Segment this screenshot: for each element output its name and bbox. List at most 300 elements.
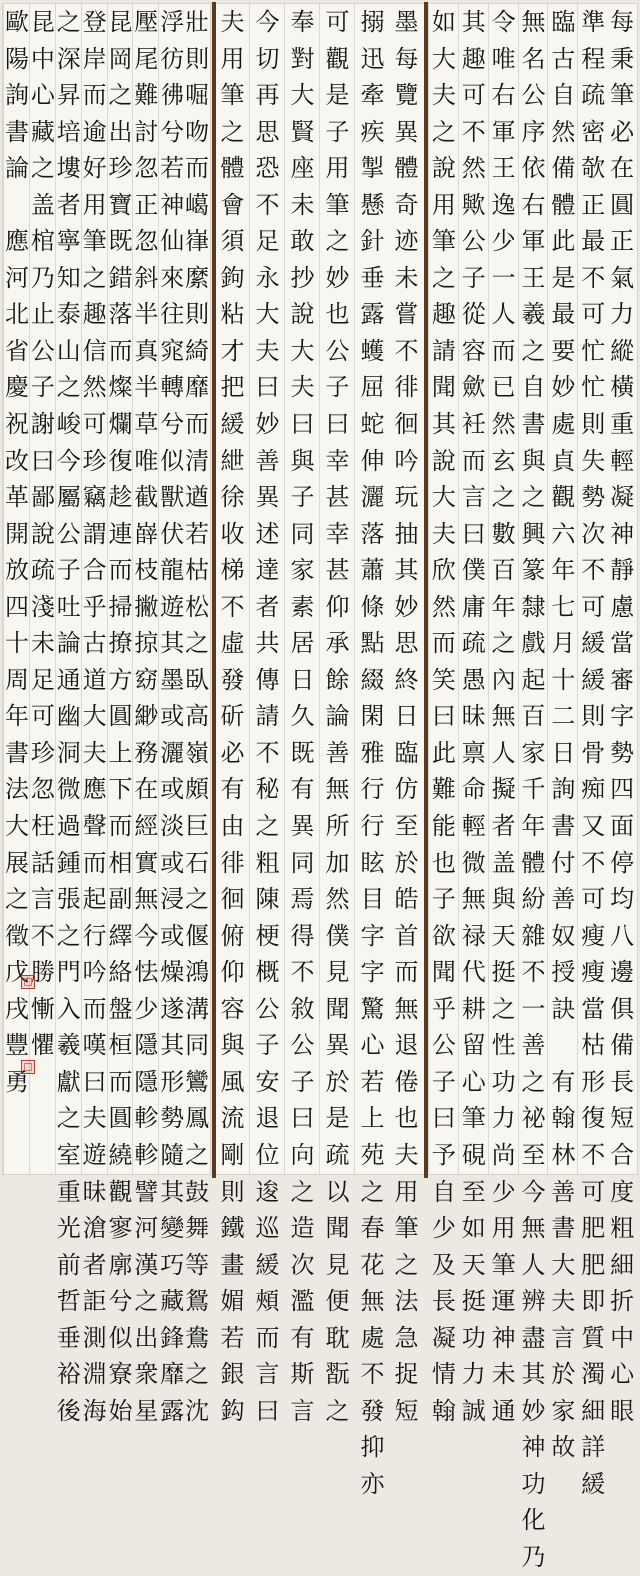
character: 窕 bbox=[160, 336, 185, 365]
character: 唯 bbox=[134, 446, 159, 475]
character: 或 bbox=[160, 921, 185, 950]
character: 偃 bbox=[185, 921, 210, 950]
character: 縻 bbox=[185, 263, 210, 292]
character: 永 bbox=[255, 263, 280, 292]
character: 至 bbox=[461, 1177, 486, 1206]
character: 銀 bbox=[220, 1360, 245, 1389]
character: 測 bbox=[82, 1323, 107, 1352]
character: 興 bbox=[521, 519, 546, 548]
character: 疏 bbox=[325, 1140, 350, 1169]
character: 書 bbox=[4, 117, 29, 146]
character: 首 bbox=[394, 921, 419, 950]
character: 無 bbox=[394, 994, 419, 1023]
text-column bbox=[577, 4, 608, 1498]
character: 思 bbox=[394, 629, 419, 658]
character: 而 bbox=[108, 556, 133, 585]
character: 神 bbox=[491, 1323, 516, 1352]
character: 綴 bbox=[360, 665, 385, 694]
character: 力 bbox=[610, 300, 635, 329]
character: 形 bbox=[581, 1067, 606, 1096]
character: 公 bbox=[431, 1031, 456, 1060]
character: 鈎 bbox=[220, 1396, 245, 1425]
character: 之 bbox=[185, 629, 210, 658]
character: 撩 bbox=[108, 629, 133, 658]
character: 微 bbox=[461, 848, 486, 877]
character: 後 bbox=[56, 1396, 81, 1425]
character: 之 bbox=[4, 885, 29, 914]
character: 一 bbox=[491, 263, 516, 292]
character: 隱 bbox=[134, 1067, 159, 1096]
character: 若 bbox=[360, 1067, 385, 1096]
character: 軫 bbox=[134, 1104, 159, 1133]
character: 副 bbox=[108, 885, 133, 914]
character: 座 bbox=[290, 154, 315, 183]
character: 其 bbox=[461, 8, 486, 36]
character: 故 bbox=[551, 1433, 576, 1462]
character: 未 bbox=[290, 190, 315, 219]
character: 忽 bbox=[30, 775, 55, 804]
character: 粗 bbox=[255, 848, 280, 877]
character: 兮 bbox=[160, 117, 185, 146]
character: 變 bbox=[160, 1214, 185, 1243]
character: 戲 bbox=[521, 629, 546, 658]
character: 似 bbox=[160, 446, 185, 475]
character: 用 bbox=[491, 1214, 516, 1243]
character: 伏 bbox=[160, 519, 185, 548]
character: 夫 bbox=[82, 1104, 107, 1133]
character: 異 bbox=[325, 1031, 350, 1060]
character: 之 bbox=[491, 629, 516, 658]
character: 妙 bbox=[521, 1396, 546, 1425]
character: 十 bbox=[4, 629, 29, 658]
character: 燦 bbox=[108, 373, 133, 402]
character: 可 bbox=[581, 300, 606, 329]
character: 其 bbox=[160, 629, 185, 658]
character: 仰 bbox=[220, 958, 245, 987]
character: 真 bbox=[134, 336, 159, 365]
character: 與 bbox=[521, 446, 546, 475]
character: 則 bbox=[581, 702, 606, 731]
character: 清 bbox=[185, 446, 210, 475]
character: 次 bbox=[581, 519, 606, 548]
character: 入 bbox=[56, 994, 81, 1023]
character: 如 bbox=[431, 8, 456, 36]
character: 請 bbox=[255, 702, 280, 731]
character: 剛 bbox=[220, 1140, 245, 1169]
character: 枝 bbox=[134, 556, 159, 585]
character: 嘆 bbox=[82, 1031, 107, 1060]
character: 失 bbox=[581, 446, 606, 475]
text-column bbox=[458, 4, 489, 1425]
character: 今 bbox=[134, 921, 159, 950]
character: 之 bbox=[185, 885, 210, 914]
character: 對 bbox=[290, 44, 315, 73]
character: 僕 bbox=[461, 556, 486, 585]
text-column bbox=[389, 4, 424, 1425]
character: 珍 bbox=[30, 738, 55, 767]
character: 切 bbox=[255, 44, 280, 73]
character: 少 bbox=[491, 1177, 516, 1206]
character: 勢 bbox=[581, 483, 606, 512]
character: 善 bbox=[255, 446, 280, 475]
character: 吻 bbox=[185, 117, 210, 146]
character: 子 bbox=[431, 1067, 456, 1096]
character: 徘 bbox=[394, 373, 419, 402]
character: 運 bbox=[491, 1287, 516, 1316]
character: 玩 bbox=[394, 483, 419, 512]
character: 好 bbox=[82, 154, 107, 183]
character: 若 bbox=[185, 519, 210, 548]
text-column bbox=[319, 4, 355, 1425]
character: 往 bbox=[160, 300, 185, 329]
character: 大 bbox=[4, 812, 29, 841]
character: 難 bbox=[431, 775, 456, 804]
character: 斜 bbox=[134, 263, 159, 292]
character: 圓 bbox=[108, 702, 133, 731]
character: 而 bbox=[185, 410, 210, 439]
character: 不 bbox=[360, 1360, 385, 1389]
character: 子 bbox=[431, 885, 456, 914]
character: 祝 bbox=[4, 410, 29, 439]
character: 子 bbox=[325, 373, 350, 402]
character: 鸞 bbox=[185, 1067, 210, 1096]
character: 與 bbox=[491, 885, 516, 914]
character: 每 bbox=[394, 44, 419, 73]
character: 露 bbox=[160, 1396, 185, 1425]
character: 異 bbox=[255, 483, 280, 512]
character: 洞 bbox=[56, 738, 81, 767]
character: 向 bbox=[290, 1140, 315, 1169]
character: 年 bbox=[491, 592, 516, 621]
character: 當 bbox=[581, 994, 606, 1023]
character: 戌 bbox=[4, 994, 29, 1023]
character: 抑 bbox=[360, 1433, 385, 1462]
character: 然 bbox=[551, 117, 576, 146]
character: 不 bbox=[581, 848, 606, 877]
character: 與 bbox=[220, 1031, 245, 1060]
panel-divider bbox=[424, 2, 428, 1178]
character: 可 bbox=[581, 1177, 606, 1206]
character: 歐 bbox=[4, 8, 29, 36]
character: 之 bbox=[30, 154, 55, 183]
text-column bbox=[249, 4, 285, 1425]
character: 靜 bbox=[610, 556, 635, 585]
character: 善 bbox=[551, 885, 576, 914]
character: 詳 bbox=[581, 1433, 606, 1462]
character: 一 bbox=[521, 994, 546, 1023]
character: 曰 bbox=[290, 1104, 315, 1133]
character: 通 bbox=[491, 1396, 516, 1425]
character: 神 bbox=[521, 1433, 546, 1462]
character: 墨 bbox=[160, 665, 185, 694]
character: 足 bbox=[255, 227, 280, 256]
character: 雅 bbox=[360, 738, 385, 767]
character: 似 bbox=[108, 1323, 133, 1352]
character: 古 bbox=[82, 629, 107, 658]
character: 濁 bbox=[581, 1360, 606, 1389]
character: 令 bbox=[491, 8, 516, 36]
character: 然 bbox=[431, 592, 456, 621]
character: 達 bbox=[255, 556, 280, 585]
character: 之 bbox=[325, 227, 350, 256]
character: 仿 bbox=[394, 775, 419, 804]
character: 之 bbox=[394, 1250, 419, 1279]
character: 掣 bbox=[360, 154, 385, 183]
character: 展 bbox=[4, 848, 29, 877]
character: 用 bbox=[82, 190, 107, 219]
character: 目 bbox=[360, 885, 385, 914]
character: 擬 bbox=[491, 775, 516, 804]
character: 枯 bbox=[185, 556, 210, 585]
character: 然 bbox=[82, 373, 107, 402]
character: 大 bbox=[551, 1250, 576, 1279]
character: 天 bbox=[461, 1250, 486, 1279]
character: 復 bbox=[108, 446, 133, 475]
character: 笑 bbox=[431, 665, 456, 694]
character: 臨 bbox=[394, 738, 419, 767]
character: 頰 bbox=[255, 1287, 280, 1316]
character: 欹 bbox=[581, 154, 606, 183]
character: 於 bbox=[394, 848, 419, 877]
character: 可 bbox=[82, 410, 107, 439]
character: 少 bbox=[491, 227, 516, 256]
character: 輕 bbox=[461, 812, 486, 841]
character: 道 bbox=[82, 665, 107, 694]
character: 嶺 bbox=[185, 738, 210, 767]
character: 也 bbox=[394, 1104, 419, 1133]
character: 之 bbox=[82, 263, 107, 292]
character: 恐 bbox=[255, 154, 280, 183]
character: 可 bbox=[581, 592, 606, 621]
character: 連 bbox=[108, 519, 133, 548]
character: 觀 bbox=[108, 1177, 133, 1206]
character: 家 bbox=[290, 556, 315, 585]
character: 張 bbox=[56, 885, 81, 914]
character: 漢 bbox=[134, 1250, 159, 1279]
character: 百 bbox=[521, 702, 546, 731]
character: 乃 bbox=[521, 1542, 546, 1571]
character: 年 bbox=[521, 812, 546, 841]
character: 中 bbox=[610, 1323, 635, 1352]
character: 抽 bbox=[394, 519, 419, 548]
character: 歟 bbox=[461, 190, 486, 219]
character: 絡 bbox=[108, 958, 133, 987]
character: 有 bbox=[290, 1323, 315, 1352]
character: 既 bbox=[108, 227, 133, 256]
character: 之 bbox=[56, 921, 81, 950]
character: 奴 bbox=[551, 921, 576, 950]
text-column bbox=[55, 4, 82, 1425]
character: 鍾 bbox=[56, 848, 81, 877]
character: 已 bbox=[491, 373, 516, 402]
character bbox=[548, 1027, 578, 1064]
character: 肥 bbox=[581, 1214, 606, 1243]
character: 勢 bbox=[160, 1104, 185, 1133]
character: 其 bbox=[431, 410, 456, 439]
character: 痴 bbox=[581, 775, 606, 804]
character: 自 bbox=[521, 373, 546, 402]
character: 密 bbox=[581, 117, 606, 146]
character: 徵 bbox=[4, 921, 29, 950]
character: 夫 bbox=[431, 519, 456, 548]
character: 王 bbox=[521, 263, 546, 292]
character: 容 bbox=[461, 336, 486, 365]
character: 虛 bbox=[220, 629, 245, 658]
character: 獻 bbox=[56, 1067, 81, 1096]
character: 忙 bbox=[581, 336, 606, 365]
character: 異 bbox=[290, 812, 315, 841]
character: 慚 bbox=[30, 994, 55, 1023]
character: 鐵 bbox=[220, 1214, 245, 1243]
character: 北 bbox=[4, 300, 29, 329]
character: 應 bbox=[4, 227, 29, 256]
character: 備 bbox=[610, 1031, 635, 1060]
character: 曰 bbox=[82, 1067, 107, 1096]
character: 而 bbox=[491, 336, 516, 365]
character: 依 bbox=[521, 154, 546, 183]
character: 素 bbox=[290, 592, 315, 621]
character: 紛 bbox=[521, 885, 546, 914]
text-column bbox=[107, 4, 134, 1425]
character: 粘 bbox=[220, 300, 245, 329]
character: 苑 bbox=[360, 1140, 385, 1169]
character: 請 bbox=[431, 336, 456, 365]
character: 落 bbox=[360, 519, 385, 548]
character: 氣 bbox=[610, 263, 635, 292]
character: 曰 bbox=[461, 519, 486, 548]
character: 衽 bbox=[461, 410, 486, 439]
character: 重 bbox=[56, 1177, 81, 1206]
character: 言 bbox=[461, 483, 486, 512]
character: 嵂 bbox=[185, 227, 210, 256]
character: 覽 bbox=[394, 81, 419, 110]
character: 之 bbox=[491, 483, 516, 512]
character: 公 bbox=[325, 336, 350, 365]
character: 終 bbox=[394, 665, 419, 694]
scroll-panel-2 bbox=[214, 4, 424, 1498]
character: 泰 bbox=[56, 300, 81, 329]
character: 沈 bbox=[185, 1396, 210, 1425]
character: 花 bbox=[360, 1250, 385, 1279]
character: 甚 bbox=[325, 556, 350, 585]
character: 若 bbox=[160, 154, 185, 183]
character: 代 bbox=[461, 958, 486, 987]
character: 改 bbox=[4, 446, 29, 475]
character: 書 bbox=[551, 812, 576, 841]
character: 轉 bbox=[160, 373, 185, 402]
character: 墨 bbox=[394, 8, 419, 36]
character: 伸 bbox=[360, 446, 385, 475]
character: 遒 bbox=[185, 483, 210, 512]
character: 珍 bbox=[82, 446, 107, 475]
character: 子 bbox=[56, 556, 81, 585]
character: 再 bbox=[255, 81, 280, 110]
character: 此 bbox=[431, 738, 456, 767]
character: 其 bbox=[521, 1360, 546, 1389]
character: 趣 bbox=[461, 44, 486, 73]
character: 須 bbox=[220, 227, 245, 256]
character: 忙 bbox=[581, 373, 606, 402]
character: 鴛 bbox=[185, 1287, 210, 1316]
character: 點 bbox=[360, 629, 385, 658]
character: 昆 bbox=[108, 8, 133, 36]
character: 用 bbox=[394, 1177, 419, 1206]
character: 隸 bbox=[521, 592, 546, 621]
character: 錯 bbox=[108, 263, 133, 292]
character: 處 bbox=[551, 410, 576, 439]
character: 公 bbox=[521, 81, 546, 110]
character: 體 bbox=[521, 848, 546, 877]
character: 容 bbox=[220, 994, 245, 1023]
character: 書 bbox=[521, 410, 546, 439]
character: 起 bbox=[521, 665, 546, 694]
character: 聲 bbox=[82, 812, 107, 841]
character: 即 bbox=[581, 1287, 606, 1316]
character: 相 bbox=[108, 848, 133, 877]
character: 之 bbox=[521, 336, 546, 365]
character: 自 bbox=[551, 81, 576, 110]
character: 縱 bbox=[610, 336, 635, 365]
character: 而 bbox=[82, 994, 107, 1023]
character: 至 bbox=[394, 812, 419, 841]
character: 二 bbox=[551, 702, 576, 731]
character: 靡 bbox=[185, 373, 210, 402]
character: 落 bbox=[108, 300, 133, 329]
character: 才 bbox=[220, 336, 245, 365]
character: 敢 bbox=[290, 227, 315, 256]
character: 大 bbox=[82, 702, 107, 731]
character: 浮 bbox=[160, 8, 185, 36]
character: 子 bbox=[255, 1031, 280, 1060]
character: 公 bbox=[56, 519, 81, 548]
character: 人 bbox=[491, 738, 516, 767]
character: 秉 bbox=[610, 44, 635, 73]
character: 夫 bbox=[551, 1287, 576, 1316]
character: 硯 bbox=[461, 1140, 486, 1169]
character: 既 bbox=[290, 738, 315, 767]
character: 俱 bbox=[610, 994, 635, 1023]
character: 右 bbox=[491, 81, 516, 110]
character: 掠 bbox=[134, 629, 159, 658]
character: 此 bbox=[551, 227, 576, 256]
character: 翰 bbox=[551, 1104, 576, 1133]
character: 未 bbox=[394, 263, 419, 292]
character: 要 bbox=[551, 336, 576, 365]
character: 見 bbox=[325, 958, 350, 987]
character: 者 bbox=[491, 812, 516, 841]
character: 務 bbox=[134, 738, 159, 767]
character: 尾 bbox=[134, 44, 159, 73]
character: 放 bbox=[4, 556, 29, 585]
character: 可 bbox=[30, 702, 55, 731]
character: 月 bbox=[551, 629, 576, 658]
character: 心 bbox=[461, 1067, 486, 1096]
character: 光 bbox=[56, 1214, 81, 1243]
character: 右 bbox=[521, 190, 546, 219]
character: 蛇 bbox=[360, 410, 385, 439]
character: 塿 bbox=[56, 154, 81, 183]
character: 不 bbox=[394, 336, 419, 365]
character: 遂 bbox=[160, 994, 185, 1023]
character: 撇 bbox=[134, 592, 159, 621]
character: 兮 bbox=[160, 410, 185, 439]
character: 聞 bbox=[431, 373, 456, 402]
character: 八 bbox=[610, 921, 635, 950]
character: 頗 bbox=[185, 775, 210, 804]
character: 大 bbox=[255, 300, 280, 329]
character: 峻 bbox=[56, 410, 81, 439]
character: 說 bbox=[290, 300, 315, 329]
